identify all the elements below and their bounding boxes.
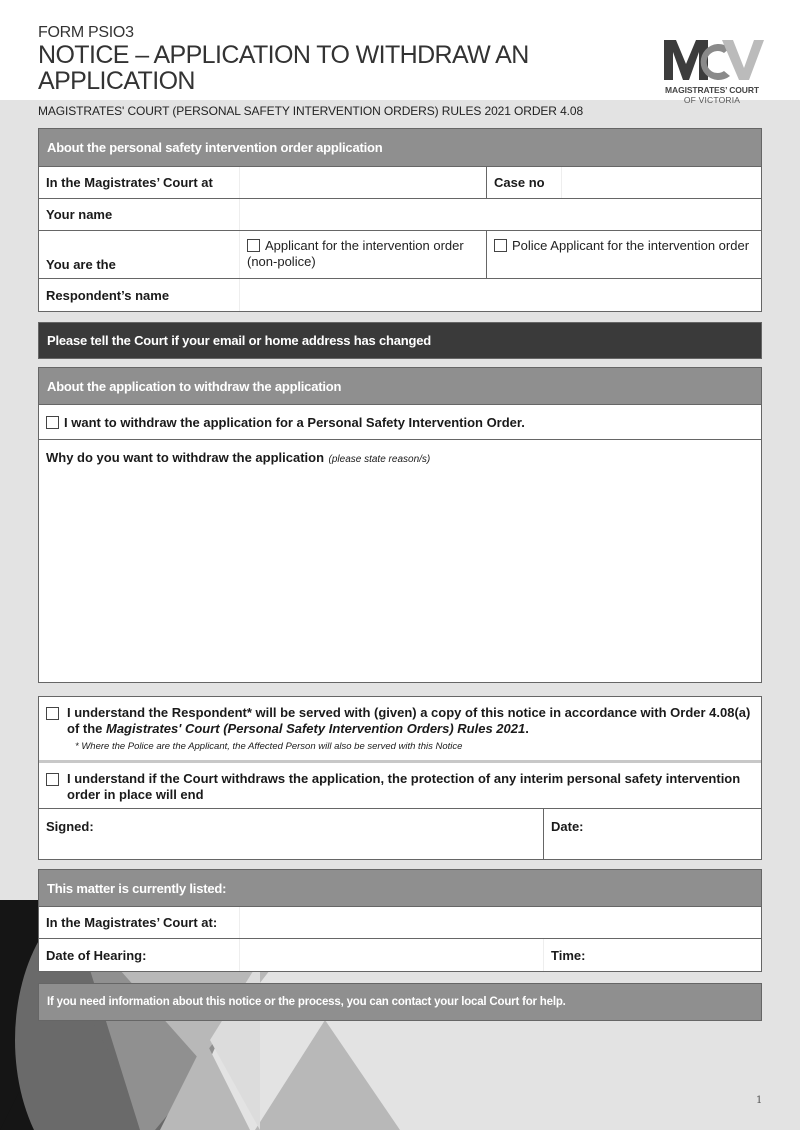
withdraw-section [38,367,762,683]
your-name-label: Your name [46,207,113,222]
form-title: NOTICE – APPLICATION TO WITHDRAW AN APPLICATION [38,41,529,95]
time-label: Time: [551,947,586,963]
withdraw-label: I want to withdraw the application for a Personal Safety Intervention Order. [64,414,525,430]
case-no-label: Case no [486,167,561,198]
hearing-input[interactable] [239,939,543,971]
ack1-label [67,705,754,737]
ack1-text: I understand the Respondent* will be served with (given) a copy of this notice in accordance with Order 4.08(a) of the [67,705,751,736]
checkbox-police[interactable] [494,239,507,252]
you-are-row [39,231,761,279]
page-number: 1 [756,1095,763,1106]
reason-textarea[interactable] [39,464,761,682]
checkbox-withdraw[interactable] [46,416,59,429]
withdraw-option[interactable] [39,405,761,439]
listed-court-label: In the Magistrates’ Court at: [46,915,218,930]
option-applicant[interactable] [239,231,486,278]
case-no-input[interactable] [561,167,761,198]
signed-label: Signed: [46,819,94,834]
ack1-option[interactable] [46,705,754,737]
ack1-footnote: * Where the Police are the Applicant, the Affected Person will also be served with this Notice [75,741,463,752]
logo-text-line1: MAGISTRATES’ COURT [665,85,759,95]
withdraw-row [39,405,761,440]
listed-court-row [39,907,761,939]
logo-text-line2: OF VICTORIA [683,95,741,105]
signed-field[interactable] [39,809,543,859]
application-details-section [38,128,762,312]
option-police[interactable] [486,231,761,278]
hearing-row [39,939,761,971]
hearing-label: Date of Hearing: [46,947,147,963]
acknowledgement-section [38,696,762,860]
ack2-option[interactable] [46,771,754,803]
address-change-banner [38,322,762,359]
section-header: About the application to withdraw the application [39,368,761,405]
respondent-row [39,279,761,311]
help-text: If you need information about this notice or the process, you can contact your local Court for help. [39,984,761,1020]
listed-court-input[interactable] [239,907,761,938]
respondent-label: Respondent’s name [46,287,170,303]
help-banner [38,983,762,1021]
reason-heading [39,440,761,467]
ack1-rules-title: Magistrates' Court (Personal Safety Intervention Orders) Rules 2021 [106,721,526,736]
reason-hint: (please state reason/s) [328,454,431,465]
checkbox-applicant[interactable] [247,239,260,252]
rules-reference: MAGISTRATES' COURT (PERSONAL SAFETY INTERVENTION ORDERS) RULES 2021 ORDER 4.08 [38,104,584,118]
reason-label: Why do you want to withdraw the application [46,450,325,465]
ack1-end: . [525,721,529,736]
listing-section [38,869,762,972]
time-field[interactable] [543,939,761,971]
date-field[interactable] [543,809,761,859]
court-row [39,167,761,199]
option-police-label: Police Applicant for the intervention order [512,238,750,253]
signature-row [39,809,761,859]
your-name-input[interactable] [239,199,761,230]
option-applicant-label: Applicant for the intervention order (non-police) [247,238,464,269]
checkbox-ack2[interactable] [46,773,59,786]
bg-shape-light-tri-3 [255,1020,400,1130]
ack2-row [39,763,761,809]
address-change-text: Please tell the Court if your email or home address has changed [39,323,761,358]
date-label: Date: [551,819,584,834]
section-header: About the personal safety intervention order application [39,129,761,167]
form-code: FORM PSIO3 [38,24,134,41]
section-header: This matter is currently listed: [39,870,761,907]
court-label: In the Magistrates’ Court at [46,175,213,190]
you-are-label: You are the [46,257,116,272]
ack2-label: I understand if the Court withdraws the application, the protection of any interim personal safety intervention order in place will end [67,771,741,802]
your-name-row [39,199,761,231]
court-input[interactable] [239,167,486,198]
respondent-input[interactable] [239,279,761,311]
checkbox-ack1[interactable] [46,707,59,720]
ack1-row [39,697,761,763]
